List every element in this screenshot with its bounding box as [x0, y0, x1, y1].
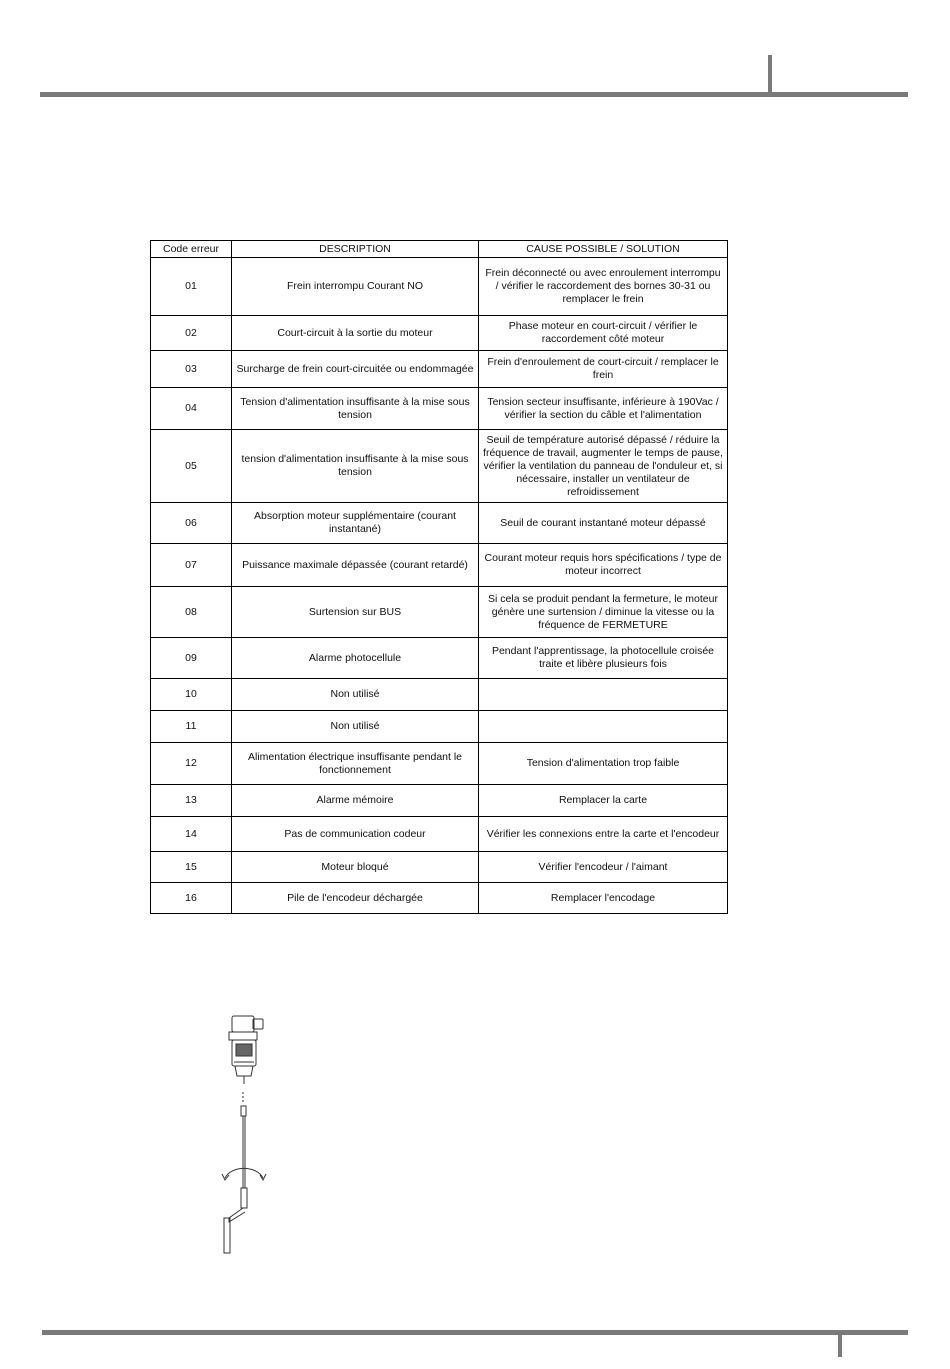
row-description: Tension d'alimentation insuffisante à la mise sous tension: [232, 388, 479, 430]
table-header-row: [151, 241, 728, 258]
table-row: [151, 587, 728, 638]
row-code: 03: [151, 351, 232, 388]
row-code: 13: [151, 785, 232, 817]
row-cause: Frein déconnecté ou avec enroulement interrompu / vérifier le raccordement des bornes 30-31 ou remplacer le frein: [479, 258, 728, 316]
footer-rule: [42, 1330, 908, 1335]
row-description: Pas de communication codeur: [232, 817, 479, 852]
row-description: Alarme mémoire: [232, 785, 479, 817]
row-code: 08: [151, 587, 232, 638]
row-description: Puissance maximale dépassée (courant retardé): [232, 544, 479, 587]
table-row: [151, 711, 728, 743]
row-cause: Phase moteur en court-circuit / vérifier le raccordement côté moteur: [479, 316, 728, 351]
row-cause: Remplacer l'encodage: [479, 883, 728, 914]
row-cause: Frein d'enroulement de court-circuit / remplacer le frein: [479, 351, 728, 388]
row-code: 12: [151, 743, 232, 785]
row-description: Surcharge de frein court-circuitée ou endommagée: [232, 351, 479, 388]
header-tick: [768, 55, 772, 95]
row-cause: [479, 679, 728, 711]
row-code: 09: [151, 638, 232, 679]
row-description: Moteur bloqué: [232, 852, 479, 883]
table-row: [151, 388, 728, 430]
row-code: 14: [151, 817, 232, 852]
row-code: 04: [151, 388, 232, 430]
row-cause: Seuil de courant instantané moteur dépassé: [479, 503, 728, 544]
row-code: 16: [151, 883, 232, 914]
row-code: 11: [151, 711, 232, 743]
table-row: [151, 430, 728, 503]
table-row: [151, 638, 728, 679]
table-row: [151, 544, 728, 587]
table-row: [151, 351, 728, 388]
row-cause: Seuil de température autorisé dépassé / réduire la fréquence de travail, augmenter le temps de pause, vérifier la ventilation du panneau de l'onduleur et, si nécessaire, installer un ventilateur de refroidissement: [479, 430, 728, 503]
row-cause: [479, 711, 728, 743]
table-row: [151, 743, 728, 785]
row-description: Alimentation électrique insuffisante pendant le fonctionnement: [232, 743, 479, 785]
row-code: 05: [151, 430, 232, 503]
table-row: [151, 503, 728, 544]
manual-release-crank-drawing: [205, 1010, 285, 1260]
row-cause: Vérifier l'encodeur / l'aimant: [479, 852, 728, 883]
table-row: [151, 316, 728, 351]
row-cause: Courant moteur requis hors spécifications / type de moteur incorrect: [479, 544, 728, 587]
row-description: Surtension sur BUS: [232, 587, 479, 638]
footer-tick: [838, 1333, 842, 1357]
row-code: 10: [151, 679, 232, 711]
table-row: [151, 679, 728, 711]
row-code: 02: [151, 316, 232, 351]
error-code-table: [150, 240, 728, 914]
row-description: Absorption moteur supplémentaire (courant instantané): [232, 503, 479, 544]
row-description: Non utilisé: [232, 711, 479, 743]
table-row: [151, 258, 728, 316]
row-code: 01: [151, 258, 232, 316]
row-code: 15: [151, 852, 232, 883]
row-description: Non utilisé: [232, 679, 479, 711]
row-cause: Tension secteur insuffisante, inférieure à 190Vac / vérifier la section du câble et l'alimentation: [479, 388, 728, 430]
row-cause: Tension d'alimentation trop faible: [479, 743, 728, 785]
row-code: 06: [151, 503, 232, 544]
header-description: DESCRIPTION: [232, 241, 479, 258]
row-description: Pile de l'encodeur déchargée: [232, 883, 479, 914]
row-cause: Si cela se produit pendant la fermeture, le moteur génère une surtension / diminue la vitesse ou la fréquence de FERMETURE: [479, 587, 728, 638]
table-row: [151, 817, 728, 852]
row-description: tension d'alimentation insuffisante à la mise sous tension: [232, 430, 479, 503]
header-cause: CAUSE POSSIBLE / SOLUTION: [479, 241, 728, 258]
row-cause: Pendant l'apprentissage, la photocellule croisée traite et libère plusieurs fois: [479, 638, 728, 679]
row-description: Frein interrompu Courant NO: [232, 258, 479, 316]
table-row: [151, 883, 728, 914]
row-cause: Vérifier les connexions entre la carte et l'encodeur: [479, 817, 728, 852]
row-cause: Remplacer la carte: [479, 785, 728, 817]
header-code: Code erreur: [151, 241, 232, 258]
header-rule: [40, 92, 908, 97]
table-row: [151, 852, 728, 883]
row-description: Alarme photocellule: [232, 638, 479, 679]
row-code: 07: [151, 544, 232, 587]
table-row: [151, 785, 728, 817]
row-description: Court-circuit à la sortie du moteur: [232, 316, 479, 351]
